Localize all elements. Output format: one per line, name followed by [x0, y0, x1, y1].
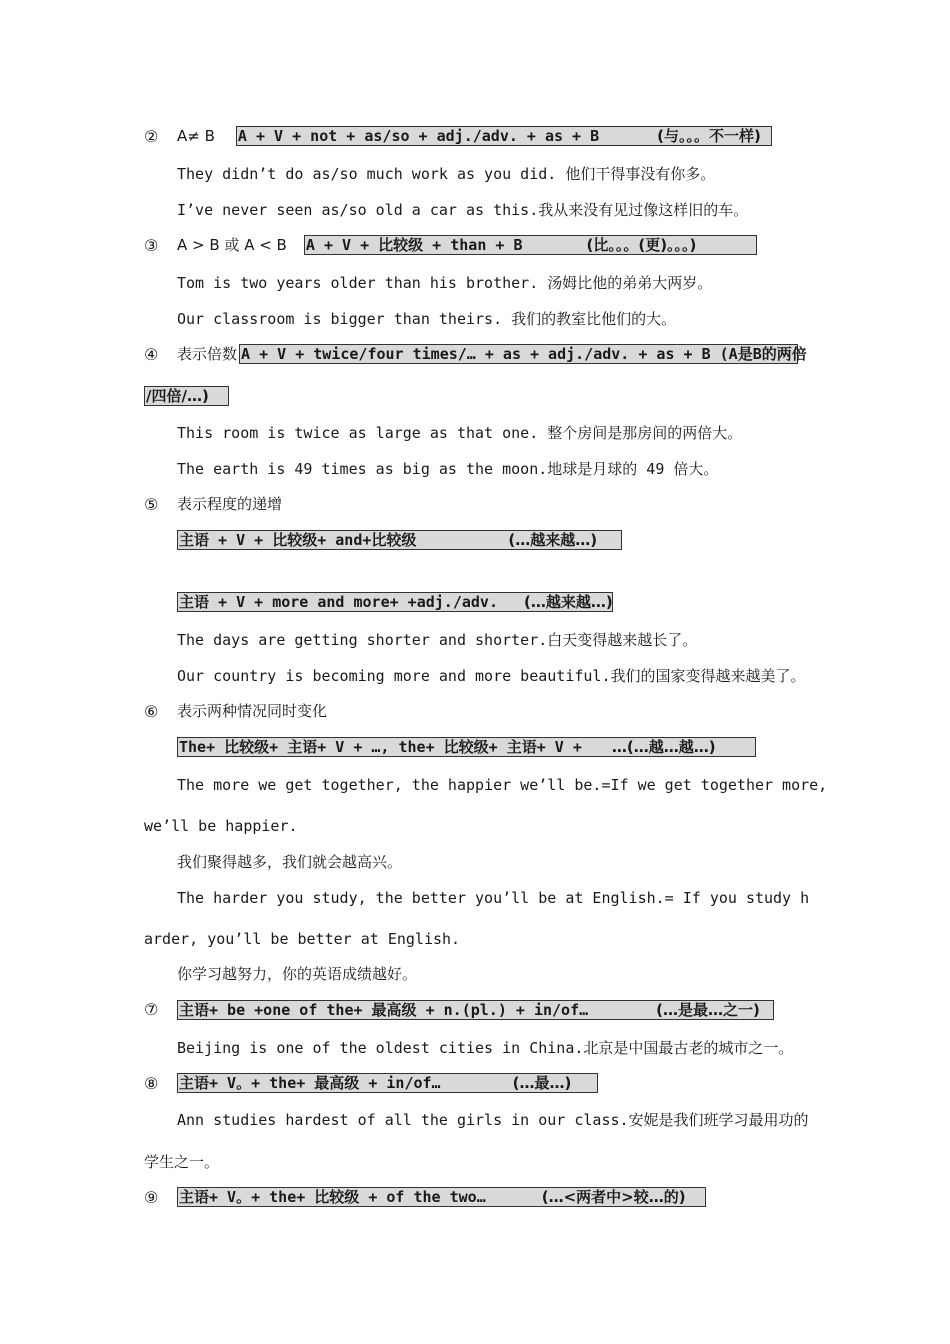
item-number-6: ⑥ [144, 702, 159, 721]
example-sentence: I’ve never seen as/so old a car as this.我从来没有见过像这样旧的车。 [177, 201, 749, 219]
example-sentence: The more we get together, the happier we’ll be.=If we get together more, [177, 776, 828, 794]
example-sentence: This room is twice as large as that one. 整个房间是那房间的两倍大。 [177, 424, 743, 442]
formula-box [236, 126, 772, 146]
item-4-row [177, 344, 807, 364]
formula-text: The+ 比较级+ 主语+ V + …, the+ 比较级+ 主语+ V + [179, 738, 582, 756]
item-number-2: ② [144, 127, 159, 146]
example-sentence-continued: arder, you’ll be better at English. [144, 930, 461, 948]
example-sentence: Our classroom is bigger than theirs. 我们的教室比他们的大。 [177, 310, 677, 328]
formula-meaning: (…是最…之一) [656, 1001, 760, 1019]
example-translation: 你学习越努力，你的英语成绩越好。 [177, 965, 418, 983]
example-sentence: Tom is two years older than his brother. 汤姆比他的弟弟大两岁。 [177, 274, 713, 292]
item-4-row-continued [144, 386, 229, 406]
formula-box [177, 592, 613, 612]
formula-box [177, 1000, 774, 1020]
item-9-formula-row [177, 1187, 706, 1207]
item-7-formula-row [177, 1000, 774, 1020]
formula-meaning: (比。。。(更)。。。) [586, 236, 697, 254]
item-number-9: ⑨ [144, 1188, 159, 1207]
item-5-formula-row-2 [177, 592, 613, 612]
item-number-5: ⑤ [144, 495, 159, 514]
formula-text: 主语 + V + more and more+ +adj./adv. [179, 593, 498, 611]
item-4-label: 表示倍数 [177, 345, 238, 363]
formula-text: A + V + twice/four times/… + as + adj./adv. + as + B (A是B的两倍 [241, 345, 807, 363]
example-sentence: Ann studies hardest of all the girls in our class.安妮是我们班学习最用功的 [177, 1111, 809, 1129]
item-2-row [177, 126, 772, 146]
example-translation: 我们聚得越多，我们就会越高兴。 [177, 853, 403, 871]
example-sentence: The harder you study, the better you’ll be at English.= If you study h [177, 889, 810, 907]
item-number-8: ⑧ [144, 1074, 159, 1093]
item-3-label: A > B 或 A < B [177, 236, 287, 254]
example-sentence: They didn’t do as/so much work as you did. 他们干得事没有你多。 [177, 165, 716, 183]
formula-box [177, 1073, 598, 1093]
item-8-formula-row [177, 1073, 598, 1093]
formula-text: A + V + not + as/so + adj./adv. + as + B [237, 127, 600, 145]
formula-meaning: (…越来越…) [524, 593, 613, 611]
example-sentence: The days are getting shorter and shorter.白天变得越来越长了。 [177, 631, 698, 649]
formula-box-continued [144, 386, 229, 406]
formula-box [304, 235, 757, 255]
item-2-label: A≠ B [177, 127, 215, 145]
formula-box [177, 737, 756, 757]
item-3-row [177, 235, 757, 255]
item-5-label: 表示程度的递增 [177, 495, 283, 513]
formula-meaning: (…最…) [512, 1074, 572, 1092]
example-sentence: Beijing is one of the oldest cities in China.北京是中国最古老的城市之一。 [177, 1039, 794, 1057]
formula-meaning: (…<两者中>较…的) [541, 1188, 686, 1206]
formula-text: 主语 + V + 比较级+ and+比较级 [179, 531, 417, 549]
item-number-7: ⑦ [144, 1000, 159, 1019]
example-sentence: The earth is 49 times as big as the moon.地球是月球的 49 倍大。 [177, 460, 719, 478]
item-5-formula-row-1 [177, 530, 622, 550]
formula-text: 主语+ V。+ the+ 比较级 + of the two… [179, 1188, 486, 1206]
formula-text: /四倍/…) [146, 387, 209, 405]
formula-meaning: (…越来越…) [508, 531, 598, 549]
item-number-3: ③ [144, 236, 159, 255]
example-sentence-continued: we’ll be happier. [144, 817, 298, 835]
formula-box [177, 1187, 706, 1207]
formula-box [239, 344, 807, 364]
formula-meaning: …(…越…越…) [611, 738, 716, 756]
example-sentence-continued: 学生之一。 [144, 1153, 220, 1171]
formula-text: 主语+ be +one of the+ 最高级 + n.(pl.) + in/of… [179, 1001, 589, 1019]
formula-meaning: (与。。。不一样) [657, 127, 761, 145]
formula-text: A + V + 比较级 + than + B [305, 236, 523, 254]
formula-box [177, 530, 622, 550]
formula-text: 主语+ V。+ the+ 最高级 + in/of… [179, 1074, 441, 1092]
item-6-formula-row [177, 737, 756, 757]
item-6-label: 表示两种情况同时变化 [177, 702, 328, 720]
item-number-4: ④ [144, 345, 159, 364]
example-sentence: Our country is becoming more and more beautiful.我们的国家变得越来越美了。 [177, 667, 806, 685]
